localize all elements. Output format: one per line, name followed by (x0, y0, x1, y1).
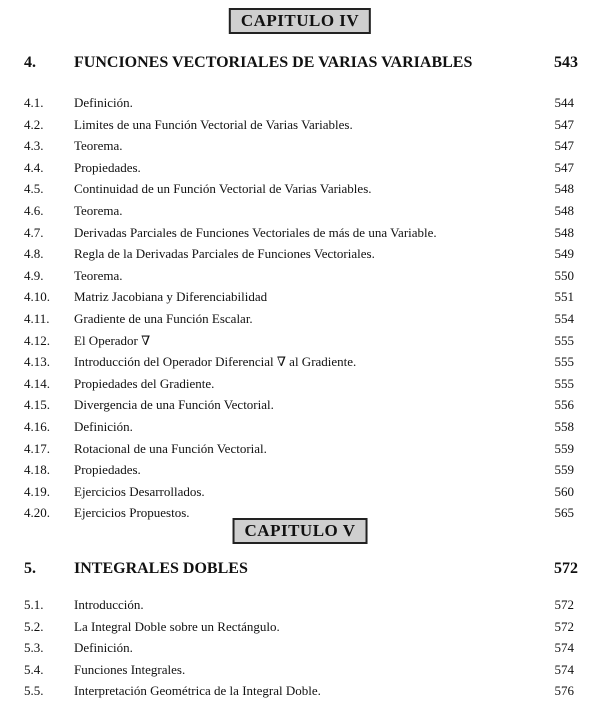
toc-entry-number: 5.5. (24, 683, 44, 699)
toc-entry-number: 4.1. (24, 95, 44, 110)
toc-entry-title: Propiedades. (74, 159, 141, 175)
toc-entry-row (0, 157, 600, 179)
chapter-4-heading (0, 54, 600, 78)
toc-entry-row (0, 659, 600, 681)
toc-entry-title: Interpretación Geométrica de la Integral Doble. (74, 683, 321, 699)
toc-entry-page: 572 (554, 618, 574, 634)
toc-entry-title: Teorema. (74, 138, 123, 154)
toc-entry-row (0, 373, 600, 395)
toc-entry-number: 4.16. (24, 418, 50, 434)
toc-entry-row (0, 351, 600, 373)
toc-entry-page: 547 (554, 138, 574, 154)
toc-entry-page: 550 (554, 267, 574, 283)
chapter-4-banner: CAPITULO IV (229, 8, 371, 34)
toc-entry-number: 4.8. (24, 246, 44, 262)
toc-entry-row (0, 680, 600, 702)
toc-entry-page: 572 (554, 597, 574, 612)
toc-entry-page: 555 (554, 375, 574, 391)
toc-entry-number: 4.10. (24, 289, 50, 305)
toc-entry-page: 547 (554, 116, 574, 132)
toc-entry-number: 4.3. (24, 138, 44, 154)
toc-entry-row (0, 308, 600, 330)
toc-entry-number: 4.20. (24, 505, 50, 521)
toc-entry-number: 4.7. (24, 224, 44, 240)
toc-entry-number: 4.15. (24, 397, 50, 413)
toc-entry-number: 4.9. (24, 267, 44, 283)
toc-entry-number: 4.11. (24, 310, 50, 326)
toc-entry-number: 4.5. (24, 181, 44, 197)
toc-entry-row (0, 616, 600, 638)
toc-entry-title: Definición. (74, 418, 133, 434)
toc-entry-page: 574 (554, 640, 574, 656)
toc-entry-page: 555 (554, 354, 574, 370)
toc-entry-title: El Operador ∇ (74, 332, 151, 348)
toc-entry-number: 4.18. (24, 462, 50, 478)
toc-entry-row (0, 394, 600, 416)
toc-entry-title: Definición. (74, 95, 133, 110)
chapter-4-page: 543 (554, 54, 578, 71)
toc-entry-row (0, 114, 600, 136)
toc-entry-page: 565 (554, 505, 574, 521)
toc-entry-title: Funciones Integrales. (74, 661, 186, 677)
toc-entry-page: 551 (554, 289, 574, 305)
toc-entry-title: Derivadas Parciales de Funciones Vectoriales de más de una Variable. (74, 224, 437, 240)
toc-entry-title: Divergencia de una Función Vectorial. (74, 397, 274, 413)
toc-entry-page: 548 (554, 224, 574, 240)
toc-entry-number: 4.6. (24, 202, 44, 218)
toc-entry-row (0, 594, 600, 616)
chapter-5-page: 572 (554, 560, 578, 577)
toc-entry-title: Regla de la Derivadas Parciales de Funciones Vectoriales. (74, 246, 375, 262)
toc-entry-page: 576 (554, 683, 574, 699)
toc-entry-row (0, 481, 600, 503)
toc-entry-title: Limites de una Función Vectorial de Varias Variables. (74, 116, 353, 132)
toc-entry-number: 4.2. (24, 116, 44, 132)
toc-entry-row (0, 222, 600, 244)
toc-entry-title: Teorema. (74, 267, 123, 283)
toc-entry-title: La Integral Doble sobre un Rectángulo. (74, 618, 280, 634)
toc-entry-row (0, 243, 600, 265)
toc-entry-page: 559 (554, 440, 574, 456)
toc-entry-number: 4.12. (24, 332, 50, 348)
chapter-5-number: 5. (24, 560, 36, 577)
toc-entry-page: 549 (554, 246, 574, 262)
toc-entry-page: 547 (554, 159, 574, 175)
toc-entry-title: Ejercicios Desarrollados. (74, 483, 205, 499)
toc-entry-title: Teorema. (74, 202, 123, 218)
chapter-5-entries (0, 594, 600, 702)
toc-entry-number: 4.17. (24, 440, 50, 456)
toc-entry-title: Rotacional de una Función Vectorial. (74, 440, 267, 456)
toc-entry-page: 558 (554, 418, 574, 434)
toc-entry-title: Introducción. (74, 597, 144, 612)
toc-entry-row (0, 200, 600, 222)
toc-entry-page: 554 (554, 310, 574, 326)
toc-entry-row (0, 438, 600, 460)
toc-entry-page: 548 (554, 181, 574, 197)
toc-entry-number: 4.19. (24, 483, 50, 499)
toc-entry-page: 560 (554, 483, 574, 499)
toc-entry-page: 555 (554, 332, 574, 348)
toc-entry-row (0, 135, 600, 157)
chapter-5-title: INTEGRALES DOBLES (74, 560, 248, 577)
toc-entry-page: 548 (554, 202, 574, 218)
toc-entry-number: 5.1. (24, 597, 44, 612)
toc-entry-row (0, 416, 600, 438)
toc-entry-number: 5.3. (24, 640, 44, 656)
toc-entry-title: Ejercicios Propuestos. (74, 505, 190, 521)
toc-entry-row (0, 178, 600, 200)
toc-entry-title: Propiedades. (74, 462, 141, 478)
toc-entry-number: 4.13. (24, 354, 50, 370)
chapter-4-number: 4. (24, 54, 36, 71)
toc-entry-title: Gradiente de una Función Escalar. (74, 310, 253, 326)
toc-entry-title: Continuidad de un Función Vectorial de Varias Variables. (74, 181, 372, 197)
toc-entry-row (0, 92, 600, 114)
toc-entry-number: 5.2. (24, 618, 44, 634)
toc-entry-number: 5.4. (24, 661, 44, 677)
toc-entry-page: 544 (554, 95, 574, 110)
toc-entry-number: 4.14. (24, 375, 50, 391)
toc-entry-title: Definición. (74, 640, 133, 656)
chapter-5-heading (0, 560, 600, 584)
toc-entry-row (0, 330, 600, 352)
toc-entry-page: 559 (554, 462, 574, 478)
toc-entry-title: Introducción del Operador Diferencial ∇ al Gradiente. (74, 354, 357, 370)
chapter-5-section (0, 560, 600, 702)
toc-entry-row (0, 637, 600, 659)
toc-entry-row (0, 459, 600, 481)
toc-entry-page: 556 (554, 397, 574, 413)
toc-entry-title: Propiedades del Gradiente. (74, 375, 215, 391)
toc-entry-row (0, 286, 600, 308)
toc-entry-number: 4.4. (24, 159, 44, 175)
chapter-4-entries (0, 92, 600, 524)
toc-entry-row (0, 265, 600, 287)
chapter-4-title: FUNCIONES VECTORIALES DE VARIAS VARIABLES (74, 54, 473, 71)
chapter-4-section (0, 54, 600, 524)
toc-entry-page: 574 (554, 661, 574, 677)
toc-entry-title: Matriz Jacobiana y Diferenciabilidad (74, 289, 268, 305)
chapter-5-banner: CAPITULO V (233, 518, 368, 544)
